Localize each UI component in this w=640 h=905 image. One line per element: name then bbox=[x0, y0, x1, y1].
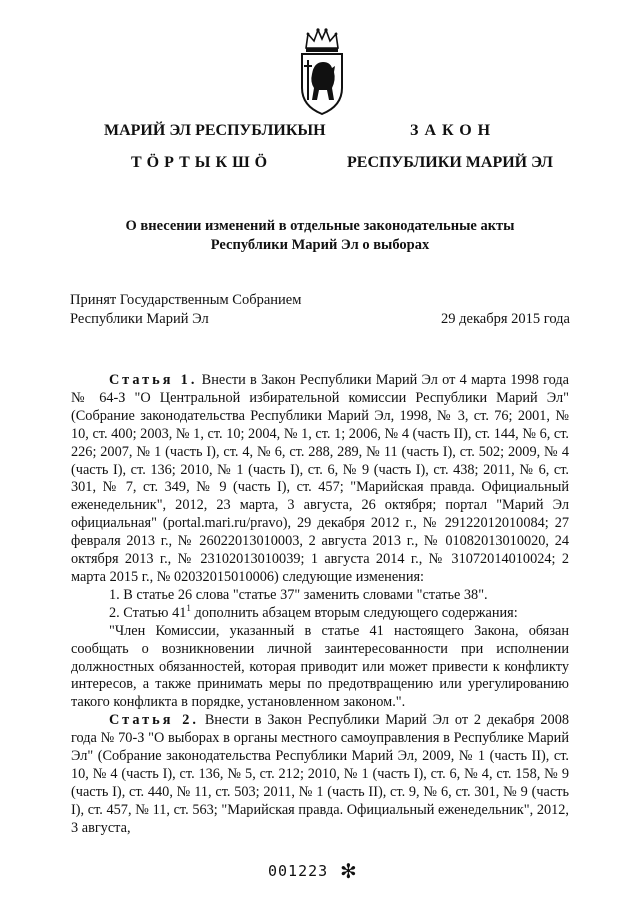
adoption-date: 29 декабря 2015 года bbox=[441, 311, 570, 327]
article-1-item-1: 1. В статье 26 слова "статье 37" заменить словами "статье 38". bbox=[109, 586, 488, 603]
header-right-line1: ЗАКОН bbox=[410, 122, 497, 139]
article-1-quote: "Член Комиссии, указанный в статье 41 настоящего Закона, обязан сообщать о возникновении личной заинтересованности при исполнении должностных обязанностей, которая приводит или может привести к конфликту интересов, а также принимать меры по предотвращению или урегулированию такого конфликта в порядке, установленном законом.". bbox=[71, 622, 569, 711]
article-1-item-2-superscript: 1 bbox=[186, 603, 191, 614]
document-title-line2: Республики Марий Эл о выборах bbox=[210, 237, 430, 253]
article-2-label: Статья 2. bbox=[109, 712, 199, 729]
article-1-label: Статья 1. bbox=[109, 372, 198, 388]
coat-of-arms-icon bbox=[298, 26, 346, 116]
adoption-line1: Принят Государственным Собранием bbox=[70, 292, 302, 308]
article-1-item-2-end: дополнить абзацем вторым следующего содержания: bbox=[190, 604, 518, 621]
header-right-line2: РЕСПУБЛИКИ МАРИЙ ЭЛ bbox=[347, 154, 553, 171]
article-2-paragraph bbox=[71, 712, 569, 837]
article-1-item-2 bbox=[71, 605, 569, 623]
document-title-line1: О внесении изменений в отдельные законодательные акты bbox=[125, 218, 515, 234]
adoption-block bbox=[70, 291, 570, 329]
article-1-item-2-start: 2. Статью 41 bbox=[109, 604, 187, 621]
header-left-line2: ТӦРТЫКШӦ bbox=[131, 154, 273, 171]
article-1-text: Внести в Закон Республики Марий Эл от 4 марта 1998 года № 64-З "О Центральной избирательной комиссии Республики Марий Эл" (Собрание законодательства Республики Марий Эл, 1998, № 3, ст. 76; 2001, № 10, ст. 400; 2003, № 1, ст. 10; 2004, № 1, ст. 1; 2006, № 4 (часть II), ст. 144, № 6, ст. 226; 2007, № 1 (часть I), ст. 4, № 6, ст. 288, 289, № 11 (часть I), ст. 502; 2009, № 4 (часть I), ст. 136; 2010, № 1 (часть I), ст. 6, № 9 (часть I), ст. 438; 2011, № 6, ст. 301, № 7, ст. 349, № 9 (часть I), ст. 457; "Марийская правда. Официальный еженедельник", 2012, 23 марта, 3 августа, 26 октября; портал "Марий Эл официальная" (portal.mari.ru/pravo), 29 декабря 2012 г., № 29122012010084; 27 февраля 2013 г., № 26022013010003, 2 августа 2013 г., № 01082013010020, 24 октября 2013 г., № 23102013010039; 1 августа 2014 г., № 31072014010024; 2 марта 2015 г., № 02032015010006) следующие изменения: bbox=[71, 372, 569, 585]
adoption-line2: Республики Марий Эл bbox=[70, 311, 209, 327]
document-body bbox=[71, 372, 569, 838]
asterisk-mark-icon: ✻ bbox=[340, 859, 357, 883]
serial-number: 001223 bbox=[268, 862, 329, 880]
header-left-line1: МАРИЙ ЭЛ РЕСПУБЛИКЫН bbox=[104, 122, 326, 139]
article-2-text: Внести в Закон Республики Марий Эл от 2 декабря 2008 года № 70-З "О выборах в органы местного самоуправления в Республике Марий Эл" (Собрание законодательства Республики Марий Эл, 2009, № 1 (часть II), ст. 10, № 4 (часть I), ст. 136, № 5, ст. 212; 2010, № 1 (часть I), ст. 6, № 4, ст. 158, № 9 (часть I), ст. 440, № 11, ст. 503; 2011, № 1 (часть II), ст. 9, № 6, ст. 301, № 9 (часть I), ст. 457, № 11, ст. 563; "Марийская правда. Официальный еженедельник", 2012, 3 августа, bbox=[71, 712, 570, 836]
article-1-paragraph bbox=[71, 372, 569, 587]
